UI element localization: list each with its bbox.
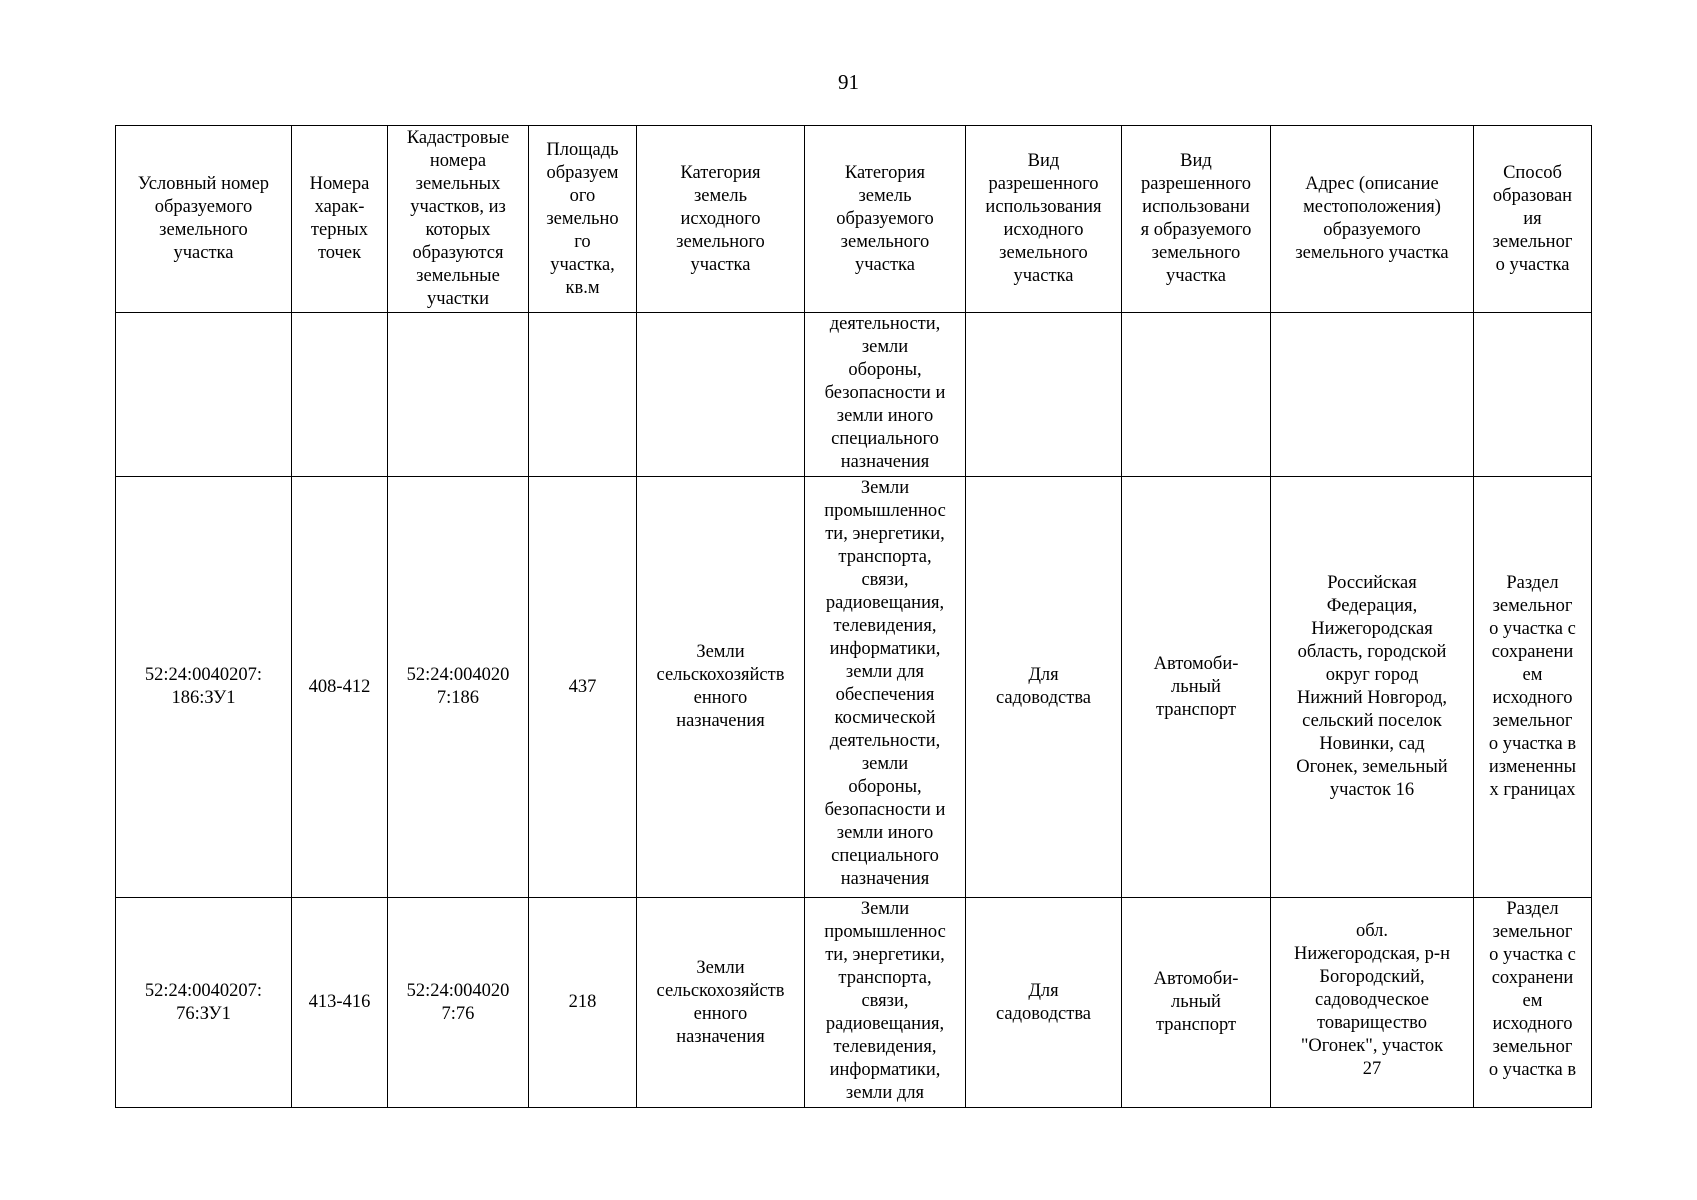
- cell-empty: [1474, 313, 1592, 477]
- cell-category-new: Земли промышленнос ти, энергетики, транспорта, связи, радиовещания, телевидения, информатики, земли для обеспечения космической деятельности, земли обороны, безопасности и земли иного специального назначения: [805, 477, 966, 898]
- cell-cadastral: 52:24:004020 7:76: [388, 898, 529, 1108]
- cell-empty: [1122, 313, 1271, 477]
- header-use-source: Вид разрешенного использования исходного земельного участка: [966, 126, 1122, 313]
- cell-conditional-number: 52:24:0040207: 76:ЗУ1: [116, 898, 292, 1108]
- header-method: Способ образован ия земельног о участка: [1474, 126, 1592, 313]
- cell-empty: [966, 313, 1122, 477]
- cell-points: 413-416: [292, 898, 388, 1108]
- cell-method: Раздел земельног о участка с сохранени ем исходного земельног о участка в: [1474, 898, 1592, 1108]
- header-conditional-number: Условный номер образуемого земельного участка: [116, 126, 292, 313]
- header-area: Площадь образуем ого земельно го участка, кв.м: [529, 126, 637, 313]
- cell-empty: [116, 313, 292, 477]
- cell-empty: [637, 313, 805, 477]
- cell-empty: [1271, 313, 1474, 477]
- cell-category-source: Земли сельскохозяйств енного назначения: [637, 477, 805, 898]
- page-number: 91: [838, 70, 859, 94]
- table-row-continuation: [116, 313, 1592, 477]
- cell-conditional-number: 52:24:0040207: 186:ЗУ1: [116, 477, 292, 898]
- cell-use-new: Автомоби- льный транспорт: [1122, 898, 1271, 1108]
- cell-empty: [529, 313, 637, 477]
- cell-area: 437: [529, 477, 637, 898]
- cell-category-new: Земли промышленнос ти, энергетики, транспорта, связи, радиовещания, телевидения, информатики, земли для: [805, 898, 966, 1108]
- land-plots-table: [115, 125, 1592, 1108]
- cell-empty: [388, 313, 529, 477]
- header-category-new: Категория земель образуемого земельного участка: [805, 126, 966, 313]
- cell-address: Российская Федерация, Нижегородская область, городской округ город Нижний Новгород, сельский поселок Новинки, сад Огонек, земельный участок 16: [1271, 477, 1474, 898]
- header-category-source: Категория земель исходного земельного участка: [637, 126, 805, 313]
- cell-use-source: Для садоводства: [966, 477, 1122, 898]
- cell-method: Раздел земельног о участка с сохранени ем исходного земельног о участка в измененны х границах: [1474, 477, 1592, 898]
- cell-use-source: Для садоводства: [966, 898, 1122, 1108]
- header-use-new: Вид разрешенного использовани я образуемого земельного участка: [1122, 126, 1271, 313]
- header-cadastral-numbers: Кадастровые номера земельных участков, из которых образуются земельные участки: [388, 126, 529, 313]
- cell-cadastral: 52:24:004020 7:186: [388, 477, 529, 898]
- table-row: [116, 477, 1592, 898]
- cell-address: обл. Нижегородская, р-н Богородский, садоводческое товарищество "Огонек", участок 27: [1271, 898, 1474, 1108]
- cell-category-new: деятельности, земли обороны, безопасности и земли иного специального назначения: [805, 313, 966, 477]
- header-points: Номера харак- терных точек: [292, 126, 388, 313]
- cell-points: 408-412: [292, 477, 388, 898]
- cell-category-source: Земли сельскохозяйств енного назначения: [637, 898, 805, 1108]
- table-row: [116, 898, 1592, 1108]
- table-header-row: [116, 126, 1592, 313]
- cell-use-new: Автомоби- льный транспорт: [1122, 477, 1271, 898]
- header-address: Адрес (описание местоположения) образуемого земельного участка: [1271, 126, 1474, 313]
- cell-area: 218: [529, 898, 637, 1108]
- cell-empty: [292, 313, 388, 477]
